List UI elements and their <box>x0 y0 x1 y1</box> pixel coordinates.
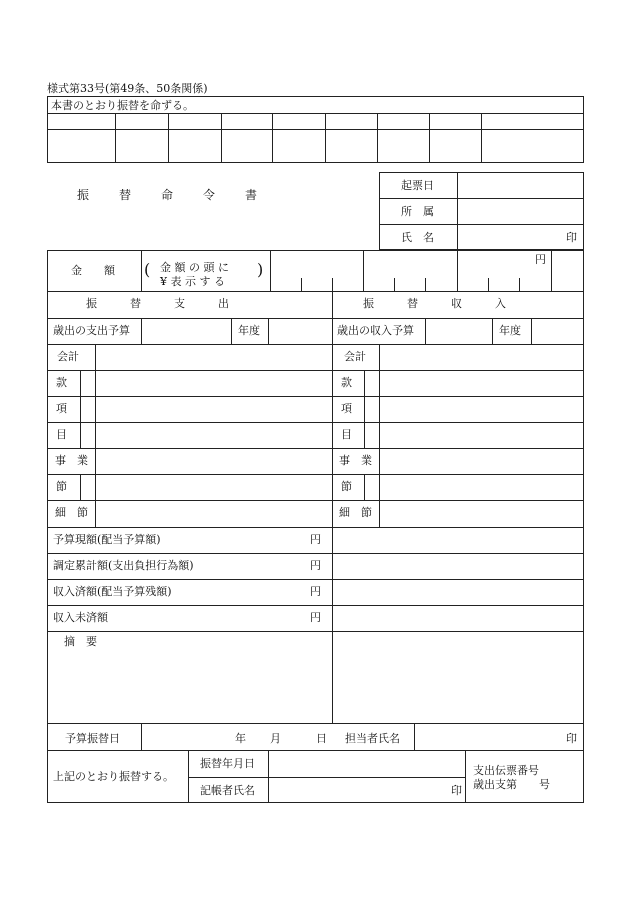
category-moku-right: 目 <box>341 428 352 441</box>
bracket-left: ( <box>144 260 151 279</box>
order-caption: 本書のとおり振替を命ずる。 <box>51 99 194 112</box>
transfer-ymd-label: 振替年月日 <box>200 757 255 770</box>
amount-row-4-label: 収入未済額 <box>53 611 108 624</box>
draft-date-label: 起票日 <box>401 179 434 192</box>
amount-yen: 円 <box>535 253 546 266</box>
category-kou-left: 項 <box>56 402 67 415</box>
header-seal: 印 <box>566 231 577 244</box>
form-number: 様式第33号(第49条、50条関係) <box>47 82 208 95</box>
category-kaikei-left: 会計 <box>57 350 79 363</box>
amount-row-3-label: 収入済額(配当予算残額) <box>53 585 172 598</box>
amount-row-4-unit: 円 <box>310 611 321 624</box>
revenue-budget-label: 歳出の収入予算 <box>337 324 414 337</box>
category-kaikei-right: 会計 <box>344 350 366 363</box>
section-expenditure: 振 替 支 出 <box>86 297 229 310</box>
category-setsu-left: 節 <box>56 480 67 493</box>
person-in-charge-label: 担当者氏名 <box>345 732 400 745</box>
amount-row-1-unit: 円 <box>310 533 321 546</box>
name-label: 氏 名 <box>401 231 434 244</box>
amount-label: 金 額 <box>71 264 115 277</box>
person-seal: 印 <box>566 732 577 745</box>
category-jigyou-right: 事 業 <box>339 454 372 467</box>
revenue-fiscal-year: 年度 <box>499 324 521 337</box>
voucher-number-line2: 歳出支第 号 <box>473 778 550 791</box>
voucher-number-line1: 支出伝票番号 <box>473 764 539 777</box>
category-kan-right: 款 <box>341 376 352 389</box>
expenditure-fiscal-year: 年度 <box>238 324 260 337</box>
form-title: 振 替 命 令 書 <box>77 188 260 202</box>
footer-statement: 上記のとおり振替する。 <box>53 770 174 783</box>
affiliation-label: 所 属 <box>401 205 434 218</box>
amount-row-2-unit: 円 <box>310 559 321 572</box>
category-kou-right: 項 <box>341 402 352 415</box>
recorder-seal: 印 <box>451 784 462 797</box>
transfer-date-label: 予算振替日 <box>65 732 120 745</box>
amount-row-2-label: 調定累計額(支出負担行為額) <box>53 559 194 572</box>
transfer-year: 年 <box>235 732 246 745</box>
amount-note-line1: 金 額 の 頭 に <box>160 261 229 274</box>
section-revenue: 振 替 収 入 <box>363 297 506 310</box>
amount-row-1-label: 予算現額(配当予算額) <box>53 533 161 546</box>
summary-label: 摘 要 <box>64 635 97 648</box>
transfer-day: 日 <box>316 732 327 745</box>
recorder-label: 記帳者氏名 <box>200 784 255 797</box>
category-setsu-right: 節 <box>341 480 352 493</box>
transfer-month: 月 <box>270 732 281 745</box>
category-saisetsu-right: 細 節 <box>339 506 372 519</box>
category-kan-left: 款 <box>56 376 67 389</box>
expenditure-budget-label: 歳出の支出予算 <box>53 324 130 337</box>
amount-row-3-unit: 円 <box>310 585 321 598</box>
bracket-right: ) <box>257 260 264 279</box>
category-jigyou-left: 事 業 <box>55 454 88 467</box>
amount-note-line2: ¥ 表 示 す る <box>160 275 225 288</box>
category-moku-left: 目 <box>56 428 67 441</box>
category-saisetsu-left: 細 節 <box>55 506 88 519</box>
